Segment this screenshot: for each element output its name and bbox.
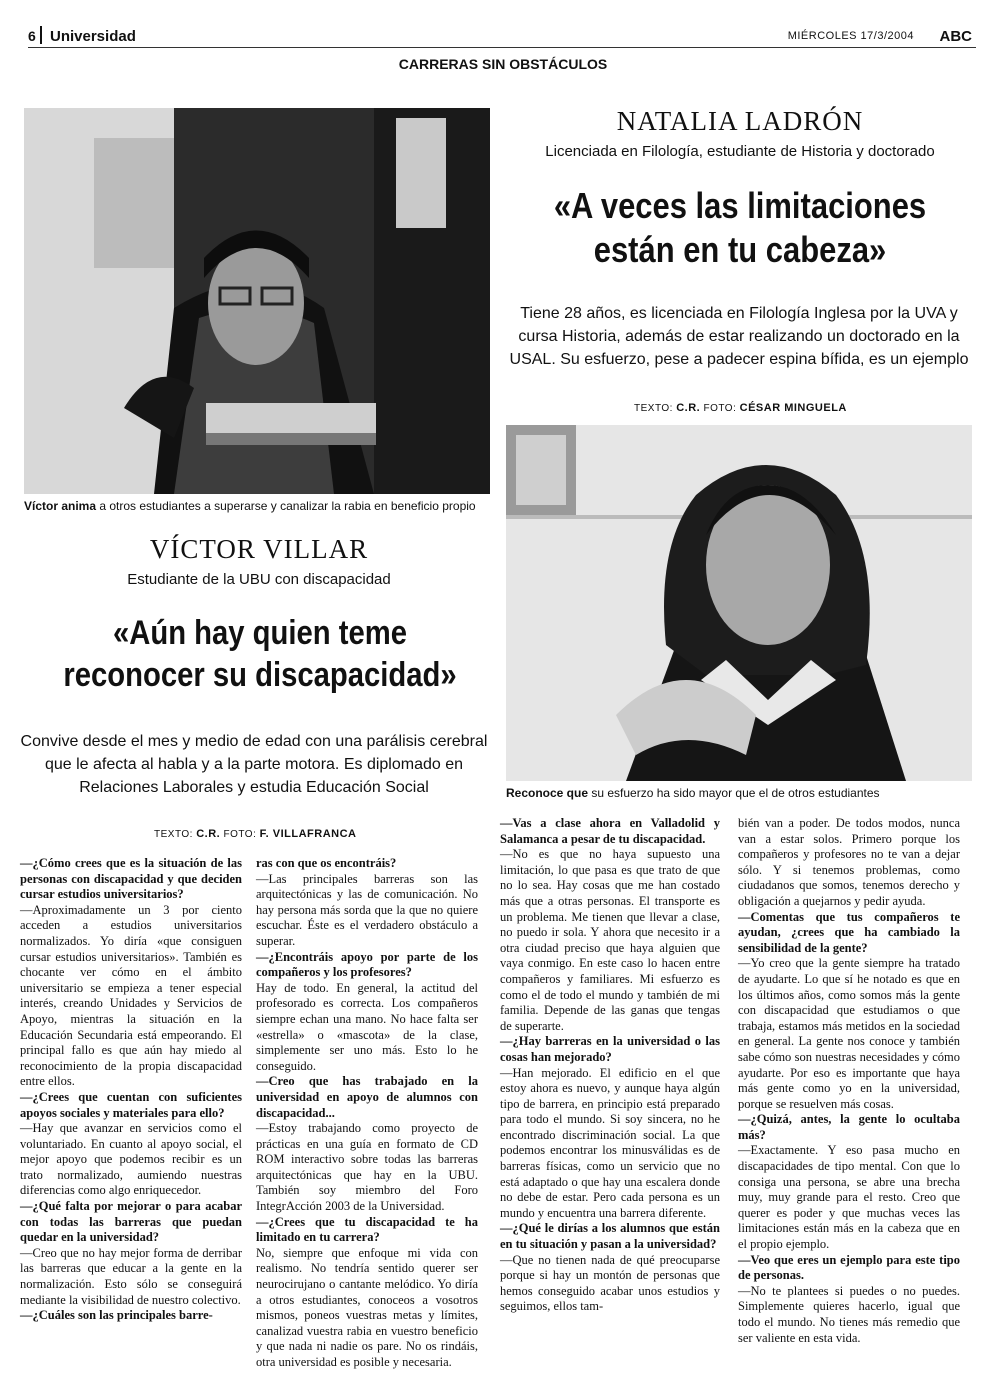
interview-answer: —Creo que no hay mejor forma de derribar las barreras que educar a la gente en la normalización. Esto sólo se conseguirá mediante la visibilidad de nuestro colectivo. <box>20 1245 242 1307</box>
natalia-headline <box>534 184 947 272</box>
interview-question: —¿Quizá, antes, la gente lo ocultaba más? <box>738 1112 960 1142</box>
interview-answer: Hay de todo. En general, la actitud del profesorado es correcta. Los compañeros siempre echan una mano. No hace falta ser «estrella» o «mascota» de la clase, simplemente ser uno más. Esto lo he conseguido. <box>256 980 478 1073</box>
interview-question: —¿Qué le dirías a los alumnos que están en tu situación y pasan a la universidad? <box>500 1221 720 1252</box>
interview-answer: No, siempre que enfoque mi vida con realismo. No tendría sentido querer ser neurocirujano o cantante melódico. Yo diría a otros estudiantes, conoceos a vosotros mismos, poneos vuestras metas y límites, canalizad vuestra rabia en vuestro beneficio y que nada ni nadie os pare. No os rindáis, otra universidad es posible y necesaria. <box>256 1245 478 1369</box>
section-kicker: CARRERAS SIN OBSTÁCULOS <box>398 56 608 72</box>
header-rule <box>28 47 976 48</box>
interview-answer: —Exactamente. Y eso pasa mucho en discapacidades de tipo mental. Con que lo consiga una persona, se abre una brecha muy, muy grande para el resto. Creo que querer es poder y que muchas veces las limitaciones están más en la cabeza que en el propio ejemplo. <box>738 1143 960 1252</box>
interview-question: —¿Crees que tu discapacidad te ha limitado en tu carrera? <box>256 1214 478 1245</box>
article-column-2 <box>256 856 478 1371</box>
article-column-1 <box>20 856 242 1324</box>
natalia-role: Licenciada en Filología, estudiante de Historia y doctorado <box>545 143 935 160</box>
interview-answer: bién van a poder. De todos modos, nunca van a estar solos. Primero porque los compañeros y profesores no te van a dejar sólo. Y si tenemos problemas, como ciudadanos que somos, tenemos derecho y obligación a quejarnos y pedir ayuda. <box>738 816 960 908</box>
interview-answer: —Yo creo que la gente siempre ha tratado de ayudarte. Lo que sí he notado es que en los últimos años, como somos más la gente con discapacidad que estudiamos o que trabaja, estamos más metidos en la sociedad en general. La gente nos conoce y también sabe cómo son nuestras necesidades y cómo ayudarte. Por eso es importante que haya más gente como yo en la universidad, porque se resuelven más cosas. <box>738 956 960 1111</box>
interview-question: —¿Cuáles son las principales barre- <box>20 1308 213 1323</box>
interview-answer: —Aproximadamente un 3 por ciento acceden a estudios universitarios normalizados. Yo diría «que consiguen cursar estudios universitarios». También es chocante ver cómo en el ámbito universitario se empieza a tener especial interés, creando Unidades y Servicios de Apoyo, mientras la situación en la Educación Secundaria está empeorando. El principal fallo es que aún hay miedo al reconocimiento de la propia discapacidad entre ellos. <box>20 902 242 1089</box>
interview-question: ras con que os encontráis? <box>256 856 397 870</box>
victor-photo <box>24 108 490 494</box>
natalia-caption: Reconoce que su esfuerzo ha sido mayor que el de otros estudiantes <box>506 786 880 800</box>
victor-lead-line-2: que le afecta al habla y a la parte motora. Es diplomado en <box>44 756 464 773</box>
natalia-photo <box>506 425 972 781</box>
victor-headline-line-2: reconocer su discapacidad» <box>63 656 457 694</box>
natalia-lead <box>506 302 972 371</box>
victor-lead-line-1: Convive desde el mes y medio de edad con una parálisis cerebral <box>20 733 488 750</box>
natalia-lead-line-3: USAL. Su esfuerzo, pese a padecer espina bífida, es un ejemplo <box>509 351 969 368</box>
natalia-headline-line-2: están en tu cabeza» <box>593 229 887 270</box>
interview-answer: —Estoy trabajando como proyecto de prácticas en una guía en formato de CD ROM interactivo sobre todas las barreras arquitectónicas que hay en la UBU. También soy miembro del Foro IntegrAcción 2003 de la Universidad. <box>256 1121 478 1214</box>
victor-name: VÍCTOR VILLAR <box>149 534 369 564</box>
interview-question: —Creo que has trabajado en la universidad en apoyo de alumnos con discapacidad... <box>256 1074 478 1120</box>
interview-question: —¿Hay barreras en la universidad o las cosas han mejorado? <box>500 1034 720 1064</box>
interview-answer: —Han mejorado. El edificio en el que estoy ahora es nuevo, y aunque haya algún tipo de barrera, en principio está preparado para todo el mundo. Si soy sincera, no he encontrado discriminación social. La que podemos encontrar los minusválidas es de barreras físicas, como un servicio que no está adaptado o que hay una escalera donde no debe de estar. Pero cada persona es un mundo y encuentra una barrera diferente. <box>500 1065 720 1220</box>
interview-question: —Comentas que tus compañeros te ayudan, ¿crees que ha cambiado la sensibilidad de la gente? <box>738 909 960 955</box>
natalia-lead-line-2: cursa Historia, además de estar realizando un doctorado en la <box>518 328 960 345</box>
interview-question: —¿Encontráis apoyo por parte de los compañeros y los profesores? <box>256 949 478 980</box>
header-divider <box>40 26 42 44</box>
interview-question: —¿Qué falta por mejorar o para acabar con todas las barreras que puedan quedar en la universidad? <box>20 1199 242 1245</box>
interview-answer: —Que no tienen nada de qué preocuparse porque si hay un montón de personas que hemos conseguido acabar unos estudios y seguimos, ellos tam- <box>500 1252 720 1314</box>
victor-credit: TEXTO: C.R. FOTO: F. VILLAFRANCA <box>154 828 357 840</box>
victor-lead <box>14 730 494 799</box>
victor-headline <box>36 612 483 696</box>
natalia-name: NATALIA LADRÓN <box>616 106 864 136</box>
natalia-credit: TEXTO: C.R. FOTO: CÉSAR MINGUELA <box>634 402 847 414</box>
interview-question: —Vas a clase ahora en Valladolid y Salamanca a pesar de tu discapacidad. <box>500 816 720 846</box>
issue-date: MIÉRCOLES 17/3/2004 <box>787 30 914 42</box>
victor-lead-line-3: Relaciones Laborales y estudia Educación Social <box>79 779 429 796</box>
interview-answer: —Hay que avanzar en servicios como el voluntariado. En cuanto al apoyo social, el mejor apoyo que podemos recibir es un trato normalizado, aumiendo nuestras diferencias como algo enriquecedor. <box>20 1121 242 1198</box>
page-header <box>28 26 976 48</box>
victor-caption: Víctor anima a otros estudiantes a superarse y canalizar la rabia en beneficio propio <box>24 499 476 513</box>
interview-answer: —No te plantees si puedes o no puedes. Simplemente quieres hacerlo, igual que todo el mundo. No tienes más remedio que ser valiente en esta vida. <box>738 1283 960 1345</box>
victor-headline-line-1: «Aún hay quien teme <box>112 614 408 652</box>
victor-role: Estudiante de la UBU con discapacidad <box>127 571 391 588</box>
page-number: 6 <box>28 28 36 44</box>
interview-answer: —No es que no haya supuesto una limitación, lo que pasa es que trato de que no lo sea. Hay cosas que me han costado más que a otras personas. El transporte es un problema. Me tienen que llevar a clase, no puedo ir sola. Y ahora que necesito ir a otra ciudad preciso que haya alguien que vaya conmigo. En este caso lo hacen entre compañeros y familiares. Mi esfuerzo es como el de todo el mundo y también de mi familia. Depende de las ganas que tengas de superarte. <box>500 847 720 1033</box>
interview-question: —Veo que eres un ejemplo para este tipo de personas. <box>738 1252 960 1283</box>
interview-question: —¿Crees que cuentan con suficientes apoyos sociales y materiales para ello? <box>20 1089 242 1120</box>
natalia-headline-line-1: «A veces las limitaciones <box>553 185 927 226</box>
article-column-4 <box>738 816 960 1346</box>
natalia-lead-line-1: Tiene 28 años, es licenciada en Filología Inglesa por la UVA y <box>520 305 958 322</box>
interview-answer: —Las principales barreras son las arquitectónicas y las de comunicación. No hay persona más sorda que la que no quiere escuchar. Éste es el verdadero obstáculo a superar. <box>256 871 478 948</box>
section-name: Universidad <box>50 28 136 45</box>
article-column-3 <box>500 816 720 1315</box>
publication-logo: ABC <box>939 28 972 45</box>
interview-question: —¿Cómo crees que es la situación de las personas con discapacidad y que deciden cursar estudios universitarios? <box>20 856 242 902</box>
